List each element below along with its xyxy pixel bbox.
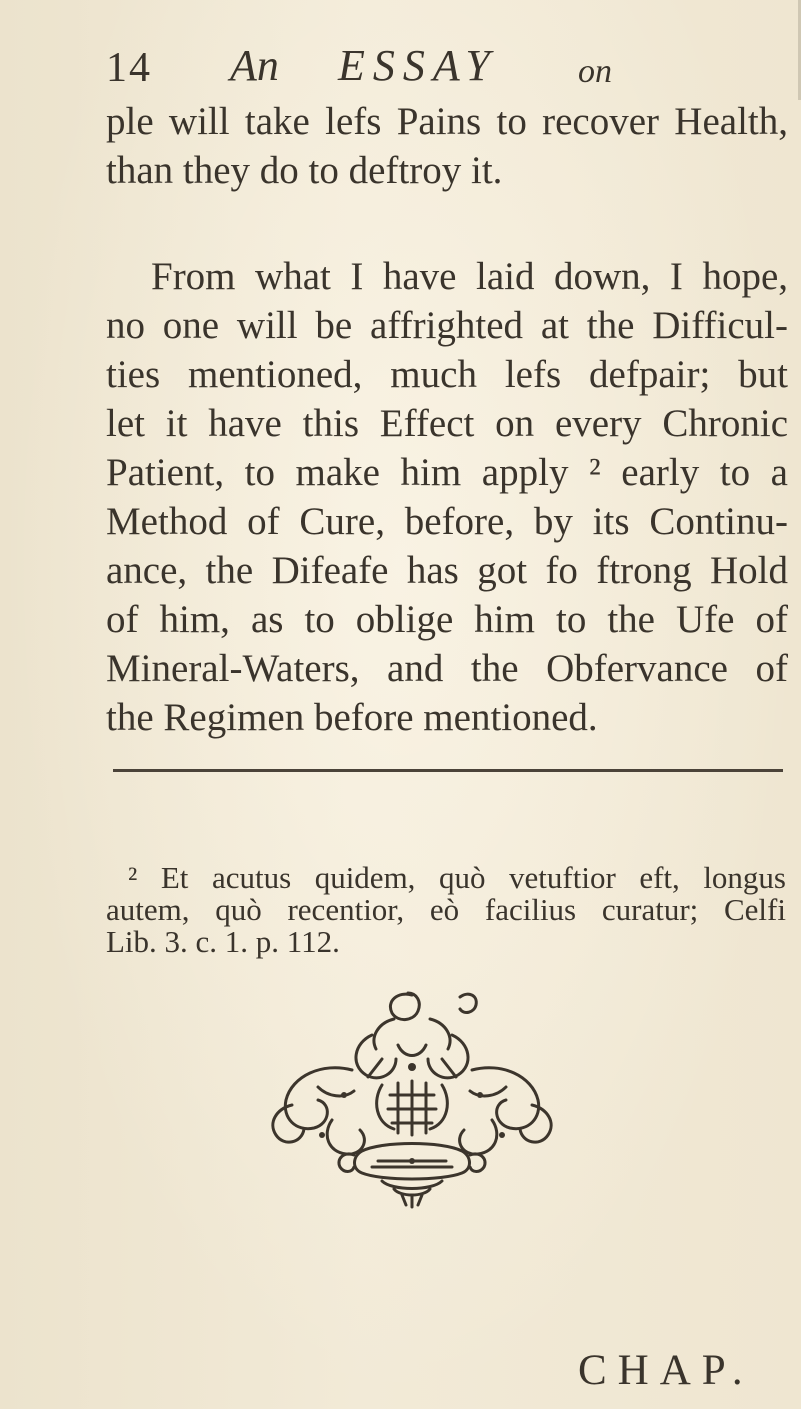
floral-ornament-icon — [222, 975, 602, 1215]
paragraph-main — [106, 252, 788, 742]
footnote — [106, 862, 786, 958]
running-head-essay: ESSAY — [338, 41, 498, 90]
running-head-on: on — [578, 53, 612, 90]
footnote-line: autem, quò recentior, eò facilius curatur; Celfi — [106, 892, 786, 927]
text-line: no one will be affrighted at the Difficul- — [106, 304, 788, 347]
text-line: of him, as to oblige him to the Ufe of — [106, 598, 788, 641]
text-line: than they do to deftroy it. — [106, 149, 503, 192]
footnote-rule — [113, 769, 783, 772]
footnote-line: ² Et acutus quidem, quò vetuftior eft, longus — [128, 860, 786, 895]
footnote-line: Lib. 3. c. 1. p. 112. — [106, 924, 340, 959]
text-line: ple will take lefs Pains to recover Health, — [106, 100, 788, 143]
running-head-an: An — [230, 41, 279, 90]
text-line: ance, the Difeafe has got fo ftrong Hold — [106, 549, 788, 592]
text-line: Patient, to make him apply ² early to a — [106, 451, 788, 494]
text-line: Method of Cure, before, by its Continu- — [106, 500, 788, 543]
running-head — [106, 40, 706, 92]
text-line: let it have this Effect on every Chronic — [106, 402, 788, 445]
paragraph-continuation — [106, 97, 788, 195]
page-number: 14 — [106, 45, 152, 91]
text-line: From what I have laid down, I hope, — [151, 255, 788, 298]
text-line: Mineral-Waters, and the Obfervance of — [106, 647, 788, 690]
text-line: the Regimen before mentioned. — [106, 696, 598, 739]
catchword: CHAP. — [578, 1347, 754, 1394]
text-line: ties mentioned, much lefs defpair; but — [106, 353, 788, 396]
